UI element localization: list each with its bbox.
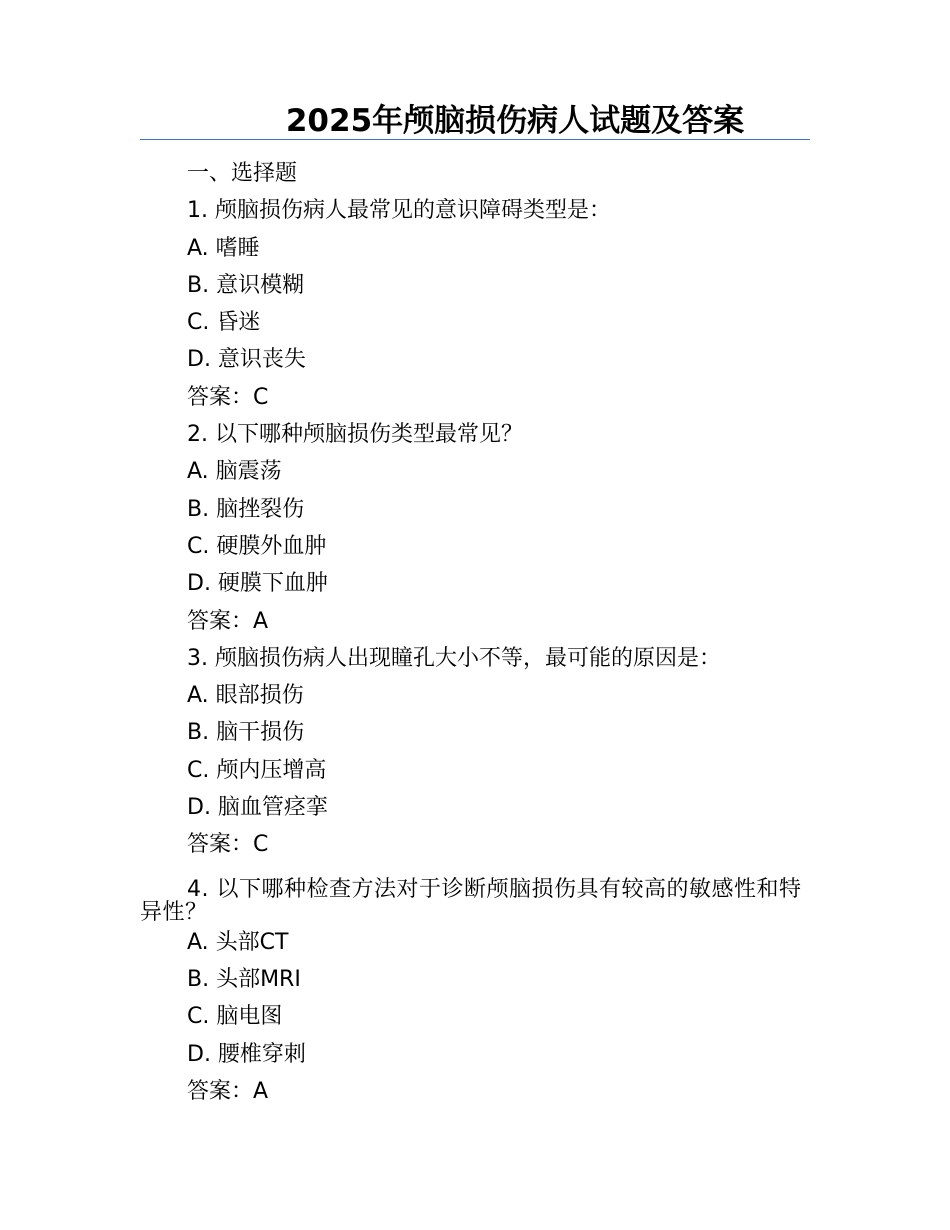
option-b: B. 意识模糊 <box>187 272 305 298</box>
option-d: D. 意识丧失 <box>187 347 306 373</box>
option-b: B. 脑干损伤 <box>187 720 305 746</box>
question-stem: 1. 颅脑损伤病人最常见的意识障碍类型是： <box>187 198 611 224</box>
option-d: D. 硬膜下血肿 <box>187 571 328 597</box>
answer: 答案：C <box>187 384 269 410</box>
question-stem: 3. 颅脑损伤病人出现瞳孔大小不等，最可能的原因是： <box>187 645 721 671</box>
question-stem: 2. 以下哪种颅脑损伤类型最常见？ <box>187 422 523 448</box>
option-b: B. 头部MRI <box>187 966 301 992</box>
option-c: C. 脑电图 <box>187 1004 283 1030</box>
question-4 <box>140 864 810 1110</box>
question-2 <box>140 416 810 640</box>
document-title: 2025年颅脑损伤病人试题及答案 <box>285 103 745 139</box>
question-1 <box>140 192 810 416</box>
option-b: B. 脑挫裂伤 <box>187 496 305 522</box>
option-a: A. 眼部损伤 <box>187 683 304 709</box>
answer: 答案：C <box>187 832 269 858</box>
option-c: C. 昏迷 <box>187 310 261 336</box>
question-3 <box>140 640 810 864</box>
option-a: A. 脑震荡 <box>187 459 282 485</box>
answer: 答案：A <box>187 1078 269 1104</box>
answer: 答案：A <box>187 608 269 634</box>
option-d: D. 腰椎穿刺 <box>187 1041 306 1067</box>
title-underline <box>140 139 810 140</box>
option-a: A. 嗜睡 <box>187 235 260 261</box>
option-c: C. 硬膜外血肿 <box>187 533 327 559</box>
section-heading: 一、选择题 <box>187 161 298 186</box>
option-c: C. 颅内压增高 <box>187 757 327 783</box>
question-stem: 4. 以下哪种检查方法对于诊断颅脑损伤具有较高的敏感性和特异性？ <box>140 876 802 925</box>
option-d: D. 脑血管痉挛 <box>187 795 328 821</box>
document-body <box>140 155 810 1110</box>
option-a: A. 头部CT <box>187 929 289 955</box>
